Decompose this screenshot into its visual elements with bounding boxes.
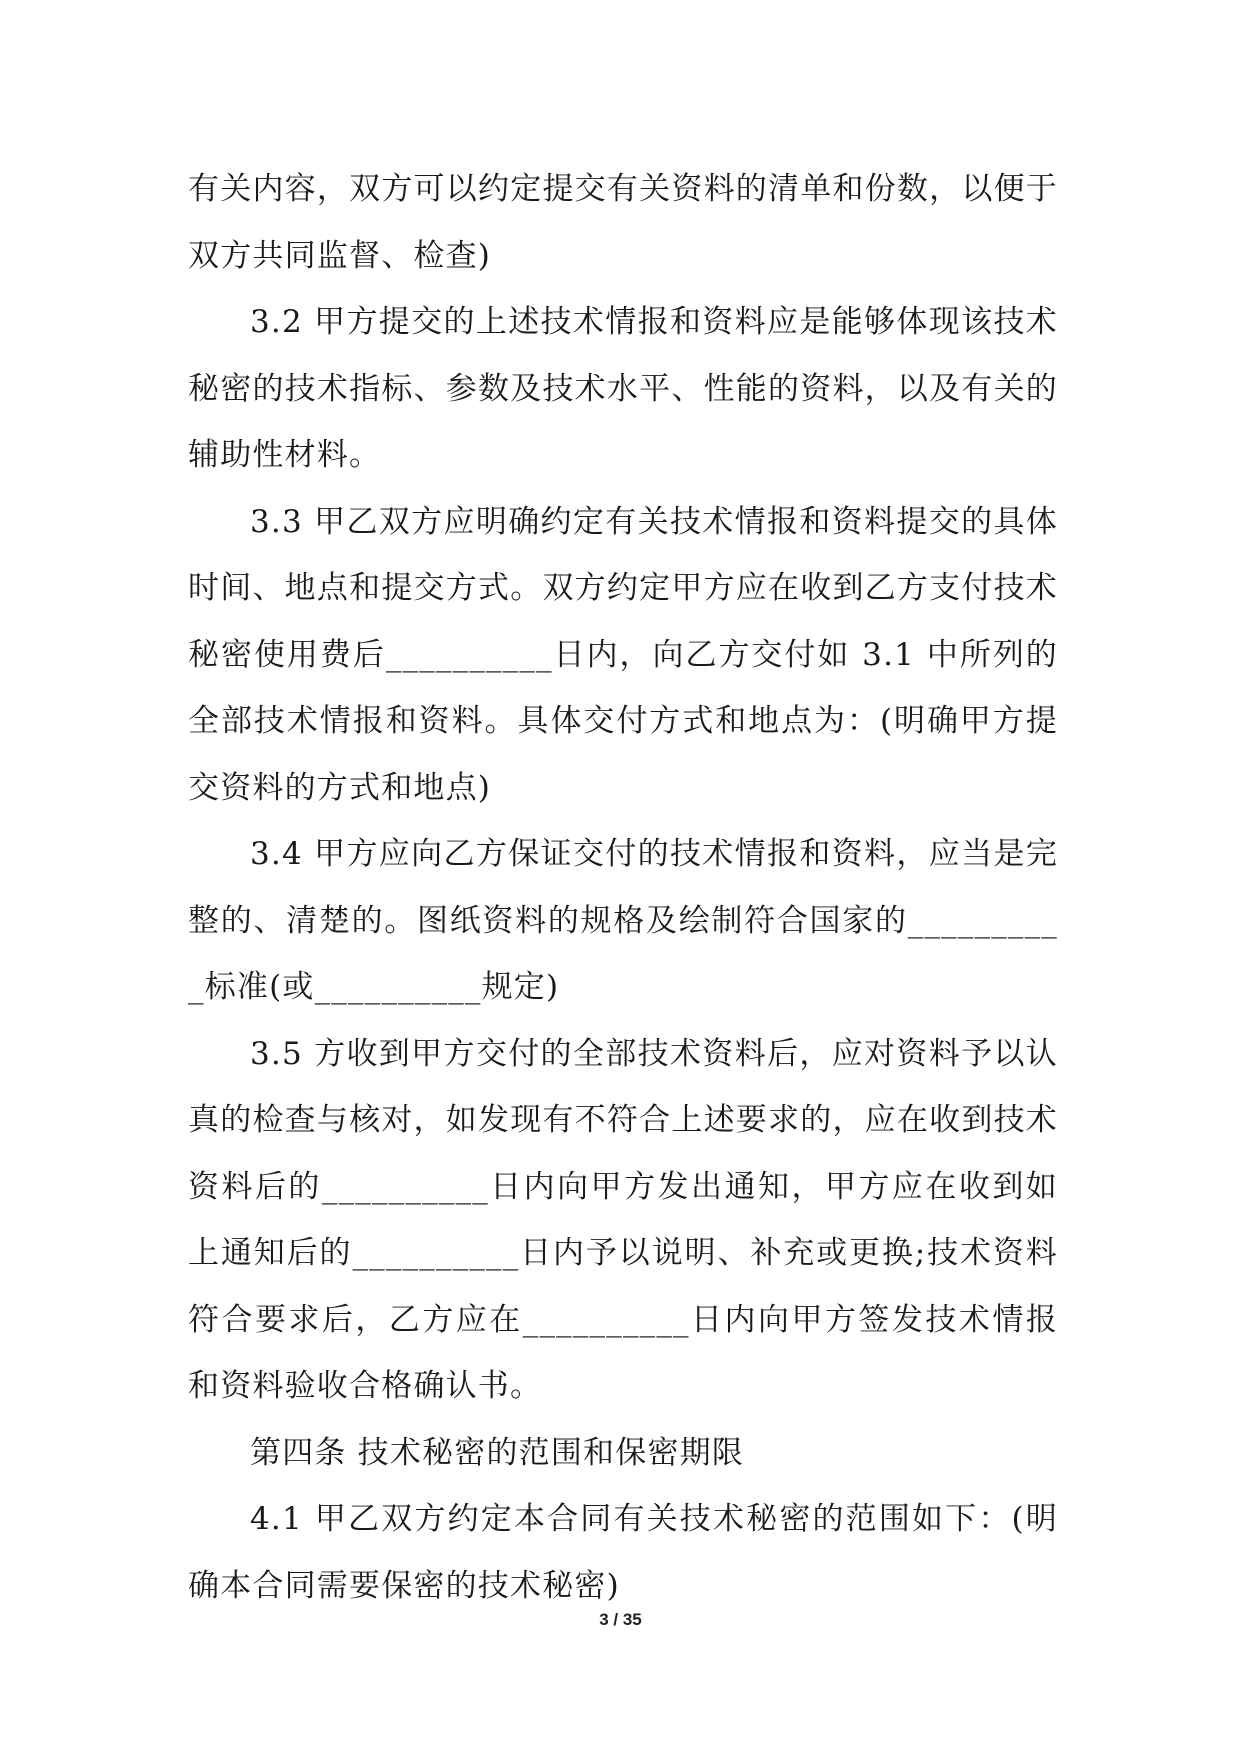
- page-number: 3 / 35: [599, 1610, 642, 1629]
- paragraph-clause-3-4: 3.4 甲方应向乙方保证交付的技术情报和资料，应当是完整的、清楚的。图纸资料的规格及绘制符合国家的__________标准(或__________规定): [188, 836, 1058, 1005]
- section-heading-article-4: 第四条 技术秘密的范围和保密期限: [250, 1434, 745, 1471]
- paragraph-clause-3-3: 3.3 甲乙双方应明确约定有关技术情报和资料提交的具体时间、地点和提交方式。双方约定甲方应在收到乙方支付技术秘密使用费后__________日内，向乙方交付如 3.1 中所列的全部技术情报和资料。具体交付方式和地点为：(明确甲方提交资料的方式和地点): [188, 503, 1058, 806]
- paragraph-continuation: 有关内容，双方可以约定提交有关资料的清单和份数，以便于双方共同监督、检查): [188, 171, 1058, 274]
- paragraph-clause-3-5: 3.5 方收到甲方交付的全部技术资料后，应对资料予以认真的检查与核对，如发现有不符合上述要求的，应在收到技术资料后的__________日内向甲方发出通知，甲方应在收到如上通知后的__________日内予以说明、补充或更换;技术资料符合要求后，乙方应在__________日内向甲方签发技术情报和资料验收合格确认书。: [188, 1035, 1058, 1404]
- paragraph-clause-3-2: 3.2 甲方提交的上述技术情报和资料应是能够体现该技术秘密的技术指标、参数及技术水平、性能的资料，以及有关的辅助性材料。: [188, 304, 1058, 473]
- paragraph-clause-4-1: 4.1 甲乙双方约定本合同有关技术秘密的范围如下：(明确本合同需要保密的技术秘密): [188, 1501, 1058, 1604]
- document-body: [188, 156, 1058, 1619]
